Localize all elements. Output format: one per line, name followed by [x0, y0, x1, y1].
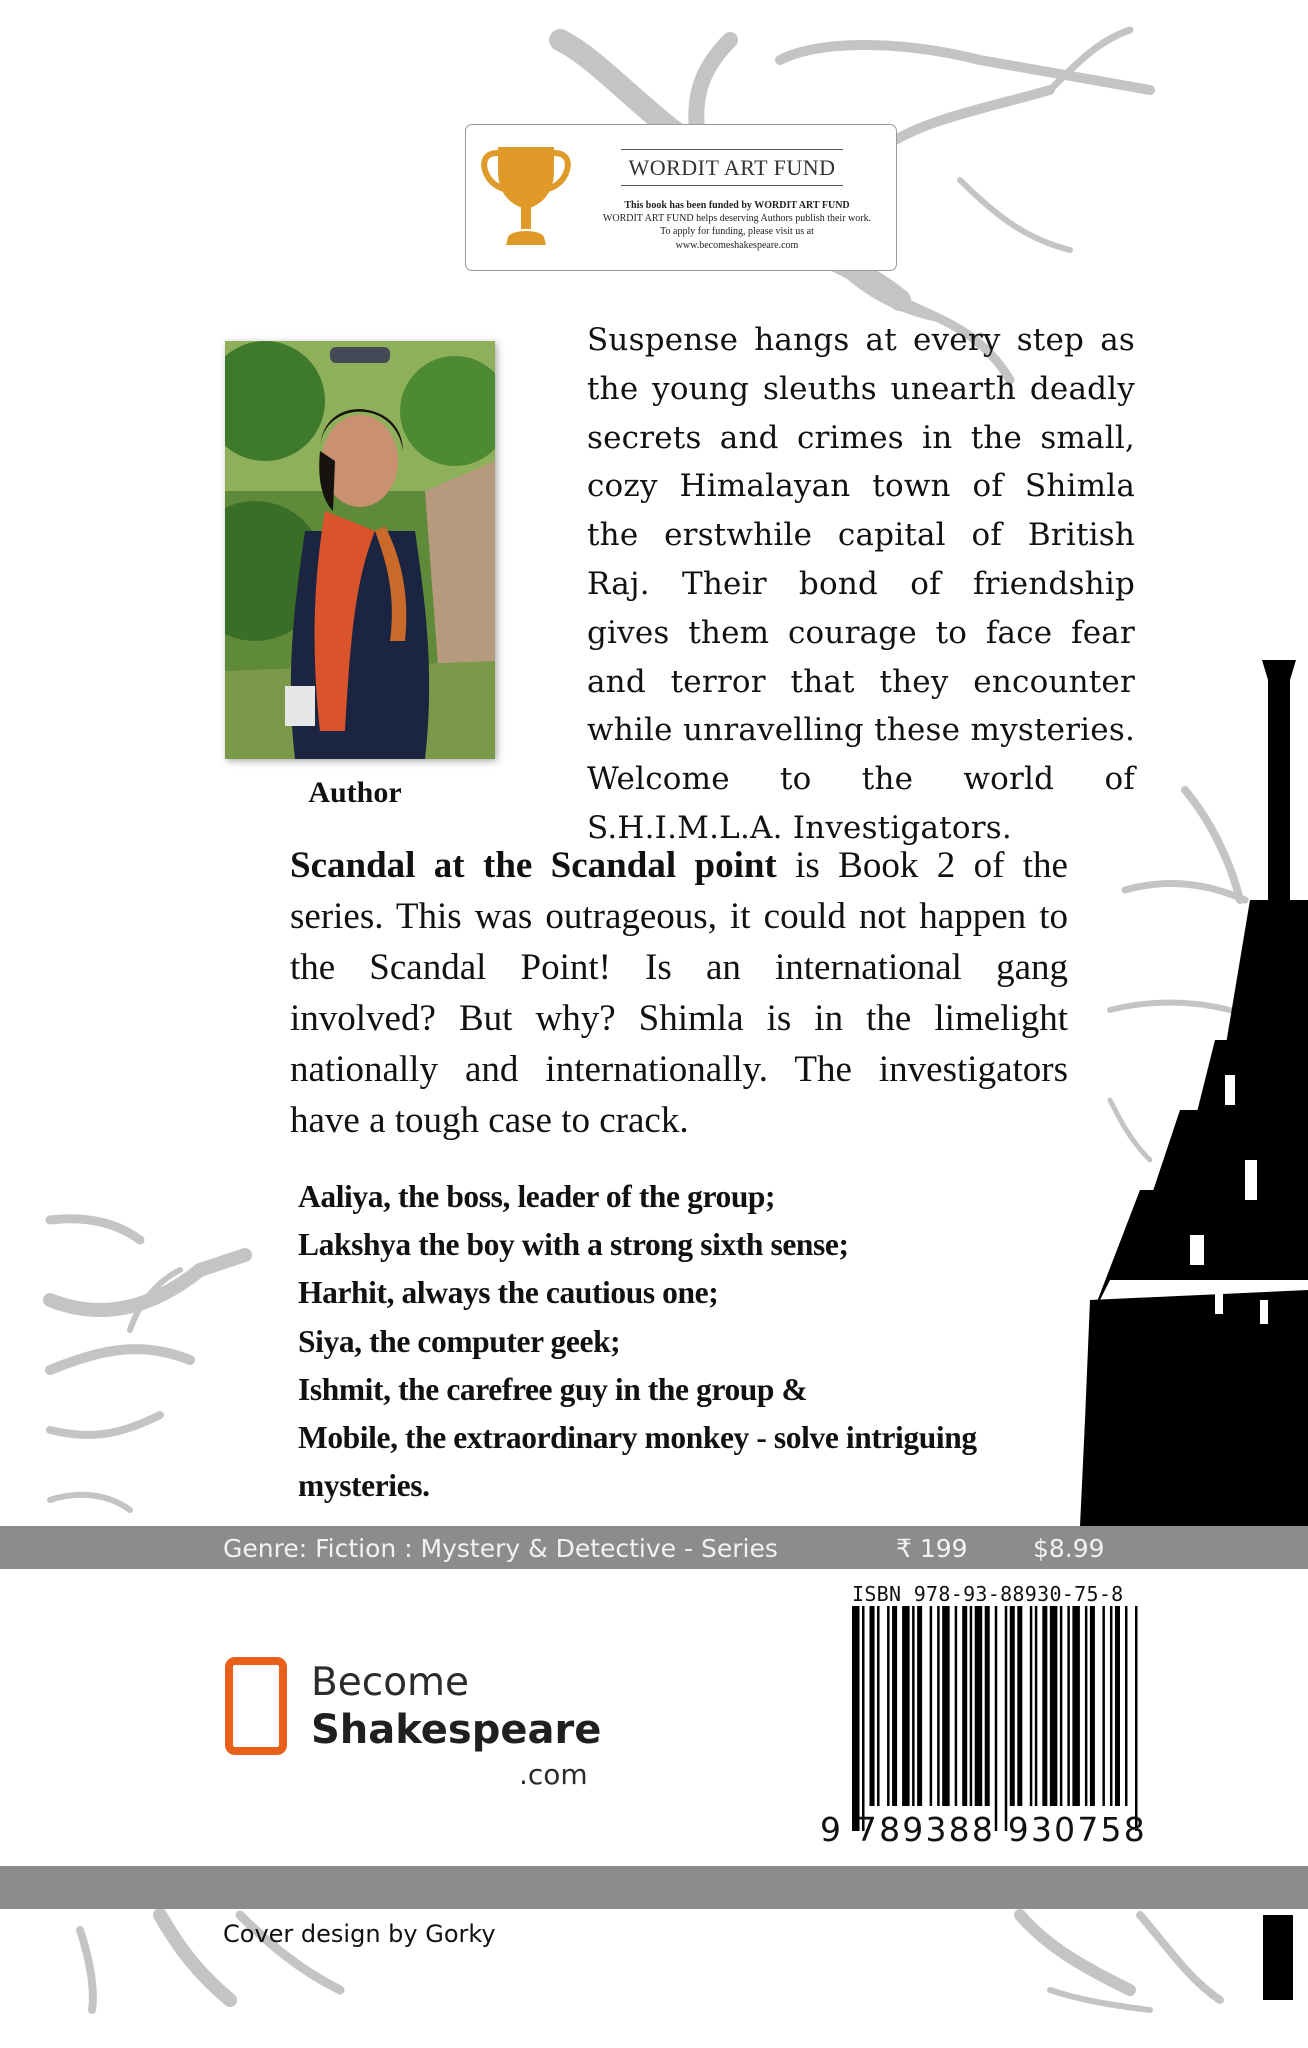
badge-rule-top [621, 149, 843, 150]
barcode-bar [1050, 1606, 1058, 1806]
book-intro-text: is Book 2 of the series. This was outrageous, it could not happen to the Scandal Point! Is an international gang involved? But why? Shimla is in the limelight nationally and internationally. The investigators have a tough case to crack. [290, 845, 1068, 1141]
character-line: Mobile, the extraordinary monkey - solve intriguing [298, 1420, 977, 1456]
barcode-bar [912, 1606, 915, 1806]
barcode-bar [930, 1606, 933, 1806]
barcode-bar [995, 1606, 998, 1831]
character-line: Aaliya, the boss, leader of the group; [298, 1179, 776, 1214]
barcode-bar [877, 1606, 880, 1806]
barcode-bar [942, 1606, 950, 1806]
author-label: Author [308, 776, 402, 809]
character-line: Ishmit, the carefree guy in the group & [298, 1371, 808, 1407]
isbn-label: ISBN 978-93-88930-75-8 [852, 1582, 1124, 1606]
barcode-bar [902, 1606, 910, 1806]
barcode-bar [1005, 1606, 1008, 1831]
barcode [852, 1606, 1140, 1831]
barcode-bar [1072, 1606, 1080, 1806]
book-title: Scandal at the Scandal point [290, 845, 777, 886]
barcode-bar [1135, 1606, 1138, 1831]
badge-rule-bottom [621, 185, 843, 186]
publisher-logo-icon [225, 1657, 287, 1755]
barcode-bar [962, 1606, 967, 1806]
barcode-bar [1067, 1606, 1070, 1806]
barcode-bar [1035, 1606, 1038, 1806]
cover-credit: Cover design by Gorky [223, 1920, 496, 1948]
book-intro [290, 840, 1068, 1146]
barcode-bar [1060, 1606, 1063, 1806]
fund-line-2: WORDIT ART FUND helps deserving Authors publish their work. [602, 213, 872, 224]
fund-website: www.becomeshakespeare.com [675, 240, 799, 251]
genre-bar [0, 1526, 1308, 1569]
publisher-name-line1: Become [311, 1660, 470, 1705]
barcode-digits: 9 789388 930758 [820, 1810, 1147, 1849]
barcode-bar [1115, 1606, 1120, 1806]
genre-label: Genre: Fiction : Mystery & Detective - Series [223, 1534, 778, 1563]
barcode-bar [887, 1606, 890, 1806]
fund-title: WORDIT ART FUND [628, 155, 836, 180]
barcode-bar [862, 1606, 865, 1831]
barcode-bar [1042, 1606, 1047, 1806]
barcode-bar [1085, 1606, 1088, 1806]
barcode-bar [870, 1606, 875, 1806]
publisher-name-line2: Shakespeare [311, 1707, 602, 1753]
price-usd: $8.99 [1033, 1534, 1105, 1563]
character-line: Lakshya the boy with a strong sixth sense; [298, 1227, 849, 1263]
trophy-icon [480, 141, 572, 253]
character-line: mysteries. [298, 1468, 430, 1504]
barcode-bar [1030, 1606, 1033, 1806]
author-photo-illustration [225, 341, 495, 759]
fund-line-3: To apply for funding, please visit us at [660, 226, 814, 237]
barcode-bar [892, 1606, 897, 1806]
barcode-bar [970, 1606, 973, 1806]
barcode-bar [1010, 1606, 1015, 1806]
character-list [298, 1173, 1098, 1510]
barcode-bar [1090, 1606, 1095, 1806]
barcode-bar [852, 1606, 860, 1831]
blurb-paragraph: Suspense hangs at every step as the young sleuths unearth deadly secrets and crimes in the small, cozy Himalayan town of Shimla the erstwhile capital of British Raj. Their bond of friendship gives them courage to face fear and terror that they encounter while unravelling these mysteries. Welcome to the world of S.H.I.M.L.A. Investigators. [587, 322, 1135, 846]
barcode-bar [975, 1606, 983, 1806]
fund-line-1: This book has been funded by WORDIT ART FUND [624, 200, 850, 211]
barcode-bar [937, 1606, 940, 1806]
branch-left [50, 1219, 245, 1510]
price-inr: ₹ 199 [896, 1534, 968, 1563]
barcode-bar [1125, 1606, 1128, 1806]
barcode-bar [1110, 1606, 1113, 1806]
barcode-bar [1017, 1606, 1022, 1806]
barcode-bar [917, 1606, 922, 1806]
barcode-bar [985, 1606, 990, 1806]
bottom-bar [0, 1866, 1308, 1909]
author-photo [225, 341, 495, 759]
barcode-bar [955, 1606, 958, 1806]
character-line: Siya, the computer geek; [298, 1323, 621, 1359]
publisher-domain: .com [519, 1758, 588, 1791]
character-line: Harhit, always the cautious one; [298, 1275, 719, 1311]
barcode-bar [1102, 1606, 1105, 1806]
fund-badge [465, 124, 897, 271]
